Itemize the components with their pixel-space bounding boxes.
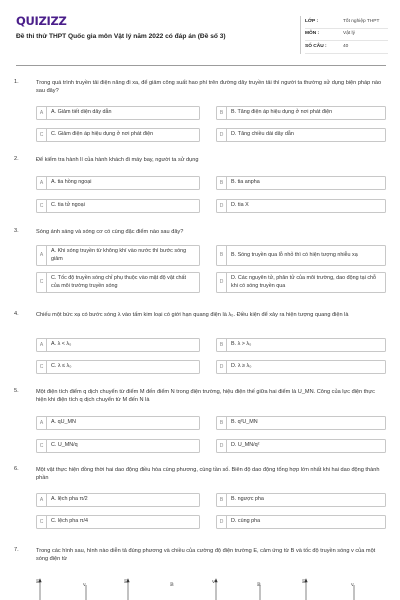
meta-row-count	[305, 41, 388, 54]
option-letter: B	[217, 107, 227, 119]
option-text: B. tia anpha	[231, 179, 260, 186]
question-number: 1.	[14, 79, 19, 85]
option-text: A. qU_MN	[51, 419, 76, 426]
diagram-a	[36, 579, 86, 600]
option-letter: D	[217, 440, 227, 452]
option-text: C. Tốc độ truyền sóng chỉ phụ thuộc vào mật độ vật chất của môi trường truyền sóng	[51, 274, 187, 289]
option-d[interactable]	[216, 360, 386, 374]
option-c[interactable]	[36, 272, 200, 293]
svg-text:E: E	[36, 579, 40, 585]
option-letter: A	[37, 177, 47, 189]
svg-text:B: B	[170, 582, 174, 588]
option-d[interactable]	[216, 515, 386, 529]
option-a[interactable]	[36, 106, 200, 120]
option-text: A. Khi sóng truyền từ không khí vào nước thì bước sóng giảm	[51, 247, 187, 262]
option-a[interactable]	[36, 245, 200, 266]
option-text: B. λ > λ₀	[231, 341, 252, 348]
option-letter: B	[217, 246, 227, 265]
option-text: C. tia tử ngoại	[51, 202, 85, 209]
option-text: A. Giảm tiết diện dây dẫn	[51, 109, 112, 116]
meta-value: Vật lý	[343, 31, 355, 37]
option-text: D. tia X	[231, 202, 249, 209]
quizizz-logo: QUIZIZZ	[16, 14, 67, 28]
question-number: 5.	[14, 388, 19, 394]
option-letter: B	[217, 177, 227, 189]
svg-text:v: v	[212, 579, 215, 585]
option-text: C. λ ≤ λ₀	[51, 363, 72, 370]
question-text: Chiếu một bức xạ có bước sóng λ vào tấm kim loại có giới hạn quang điện là λ₀. Điều kiện để xảy ra hiện tượng quang điện là	[36, 312, 349, 318]
option-text: D. λ ≥ λ₀	[231, 363, 252, 370]
option-letter: B	[217, 494, 227, 506]
option-text: A. lệch pha π/2	[51, 496, 88, 503]
option-c[interactable]	[36, 360, 200, 374]
option-c[interactable]	[36, 199, 200, 213]
option-d[interactable]	[216, 128, 386, 142]
option-text: A. tia hồng ngoại	[51, 179, 92, 186]
option-letter: C	[37, 200, 47, 212]
option-a[interactable]	[36, 416, 200, 430]
option-letter: C	[37, 129, 47, 141]
option-letter: A	[37, 417, 47, 429]
question-text: Một điện tích điểm q dịch chuyển từ điểm M đến điểm N trong điện trường, hiệu điện thế giữa hai điểm là U_MN. Công của lực điện thực hiện khi điện tích q dịch chuyển từ M đến N là	[36, 389, 375, 404]
option-letter: A	[37, 107, 47, 119]
question-number: 4.	[14, 311, 19, 317]
option-letter: C	[37, 361, 47, 373]
question-text: Trong quá trình truyền tải điện năng đi xa, để giảm công suất hao phí trên đường dây truyền tải thì người ta thường sử dụng biện pháp nào sau đây?	[36, 80, 382, 95]
option-text: A. λ < λ₀	[51, 341, 72, 348]
diagram-c	[211, 579, 261, 600]
option-d[interactable]	[216, 199, 386, 213]
option-letter: A	[37, 246, 47, 265]
option-letter: C	[37, 516, 47, 528]
option-letter: D	[217, 273, 227, 292]
option-b[interactable]	[216, 176, 386, 190]
option-letter: D	[217, 361, 227, 373]
svg-text:v: v	[351, 582, 354, 588]
option-text: B. Sóng truyền qua lỗ nhỏ thì có hiện tượng nhiễu xạ	[231, 251, 358, 258]
option-c[interactable]	[36, 439, 200, 453]
option-c[interactable]	[36, 128, 200, 142]
worksheet-title: Đề thi thử THPT Quốc gia môn Vật lý năm 2022 có đáp án (Đề số 3)	[16, 33, 226, 40]
meta-row-subject	[305, 29, 388, 42]
svg-text:B: B	[257, 582, 261, 588]
question-number: 7.	[14, 547, 19, 553]
option-letter: A	[37, 494, 47, 506]
option-letter: D	[217, 129, 227, 141]
option-letter: D	[217, 516, 227, 528]
option-b[interactable]	[216, 106, 386, 120]
option-text: C. lệch pha π/4	[51, 518, 88, 525]
header-divider	[16, 65, 386, 66]
option-d[interactable]	[216, 272, 386, 293]
svg-text:E: E	[124, 579, 128, 585]
meta-key: LỚP :	[305, 18, 319, 24]
option-letter: A	[37, 339, 47, 351]
option-text: B. Tăng điện áp hiệu dụng ở nơi phát điện	[231, 109, 333, 116]
option-text: B. ngược pha	[231, 496, 264, 503]
option-letter: D	[217, 200, 227, 212]
question-number: 6.	[14, 466, 19, 472]
meta-value: 40	[343, 43, 349, 49]
worksheet-header	[0, 0, 400, 56]
option-a[interactable]	[36, 176, 200, 190]
meta-table	[300, 16, 388, 54]
option-a[interactable]	[36, 338, 200, 352]
svg-text:v: v	[83, 582, 86, 588]
svg-text:E: E	[302, 579, 306, 585]
question-text: Sóng ánh sáng và sóng cơ có cùng đặc điểm nào sau đây?	[36, 229, 184, 235]
option-text: D. cùng pha	[231, 518, 261, 525]
question-number: 3.	[14, 228, 19, 234]
diagram-b	[124, 579, 174, 600]
option-letter: B	[217, 339, 227, 351]
meta-row-class	[305, 16, 388, 29]
option-b[interactable]	[216, 245, 386, 266]
option-text: C. Giảm điện áp hiệu dụng ở nơi phát điện	[51, 131, 154, 138]
question-text: Để kiểm tra hành lí của hành khách đi máy bay, người ta sử dụng	[36, 157, 199, 163]
diagram-d	[302, 579, 354, 600]
option-text: C. U_MN/q	[51, 442, 78, 449]
option-letter: C	[37, 440, 47, 452]
em-wave-diagrams	[36, 577, 386, 600]
option-a[interactable]	[36, 493, 200, 507]
option-b[interactable]	[216, 416, 386, 430]
option-c[interactable]	[36, 515, 200, 529]
option-letter: C	[37, 273, 47, 292]
option-text: B. q²U_MN	[231, 419, 258, 426]
option-b[interactable]	[216, 493, 386, 507]
meta-key: MÔN :	[305, 31, 320, 37]
option-text: D. Tăng chiều dài dây dẫn	[231, 131, 294, 138]
option-text: D. U_MN/q²	[231, 442, 260, 449]
option-letter: B	[217, 417, 227, 429]
option-text: D. Các nguyên tử, phân tử của môi trường, dao động tại chỗ khi có sóng truyền qua	[231, 274, 377, 289]
question-text: Trong các hình sau, hình nào diễn tả đúng phương và chiều của cường độ điện trường E, cảm ứng từ B và tốc độ truyền sóng v của một sóng điện từ	[36, 548, 376, 563]
question-text: Một vật thực hiện đồng thời hai dao động điều hòa cùng phương, cùng tần số. Biên độ dao động tổng hợp lớn nhất khi hai dao động thành phần	[36, 467, 380, 482]
option-b[interactable]	[216, 338, 386, 352]
meta-value: Tốt nghiệp THPT	[343, 18, 380, 24]
question-number: 2.	[14, 156, 19, 162]
option-d[interactable]	[216, 439, 386, 453]
meta-key: SỐ CÂU :	[305, 43, 327, 49]
